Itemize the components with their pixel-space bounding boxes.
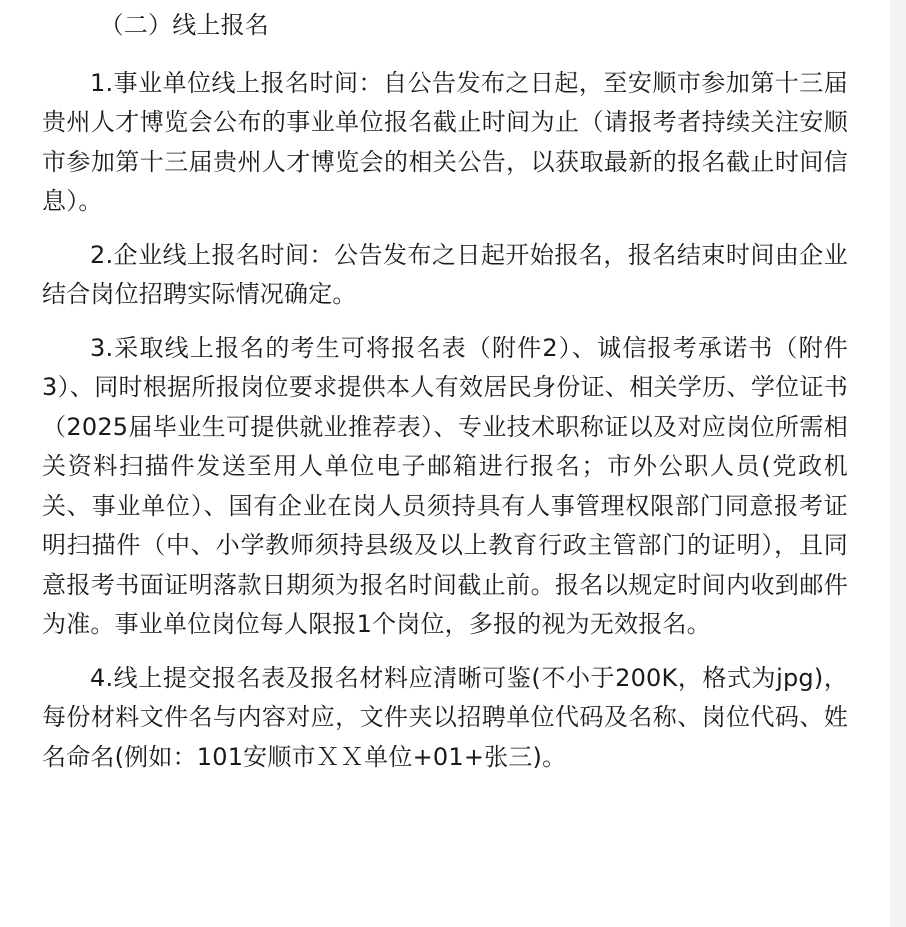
section-heading: （二）线上报名 — [99, 11, 269, 39]
paragraph-institution-registration-time: 1.事业单位线上报名时间：自公告发布之日起，至安顺市参加第十三届贵州人才博览会公布的事业单位报名截止时间为止（请报考者持续关注安顺市参加第十三届贵州人才博览会的相关公告，以获取最新的报名截止时间信息）。 — [42, 68, 848, 215]
scrollbar-track[interactable] — [890, 0, 906, 927]
paragraph-enterprise-registration-time: 2.企业线上报名时间：公告发布之日起开始报名，报名结束时间由企业结合岗位招聘实际情况确定。 — [42, 240, 848, 308]
paragraph-file-requirements: 4.线上提交报名表及报名材料应清晰可鉴(不小于200K，格式为jpg)，每份材料文件名与内容对应，文件夹以招聘单位代码及名称、岗位代码、姓名命名(例如：101安顺市ＸＸ单位+01+张三)。 — [42, 663, 848, 771]
document-body — [42, 6, 848, 791]
paragraph-registration-materials: 3.采取线上报名的考生可将报名表（附件2）、诚信报考承诺书（附件3）、同时根据所报岗位要求提供本人有效居民身份证、相关学历、学位证书（2025届毕业生可提供就业推荐表）、专业技术职称证以及对应岗位所需相关资料扫描件发送至用人单位电子邮箱进行报名；市外公职人员(党政机关、事业单位）、国有企业在岗人员须持具有人事管理权限部门同意报考证明扫描件（中、小学教师须持县级及以上教育行政主管部门的证明），且同意报考书面证明落款日期须为报名时间截止前。报名以规定时间内收到邮件为准。事业单位岗位每人限报1个岗位，多报的视为无效报名。 — [42, 333, 848, 638]
